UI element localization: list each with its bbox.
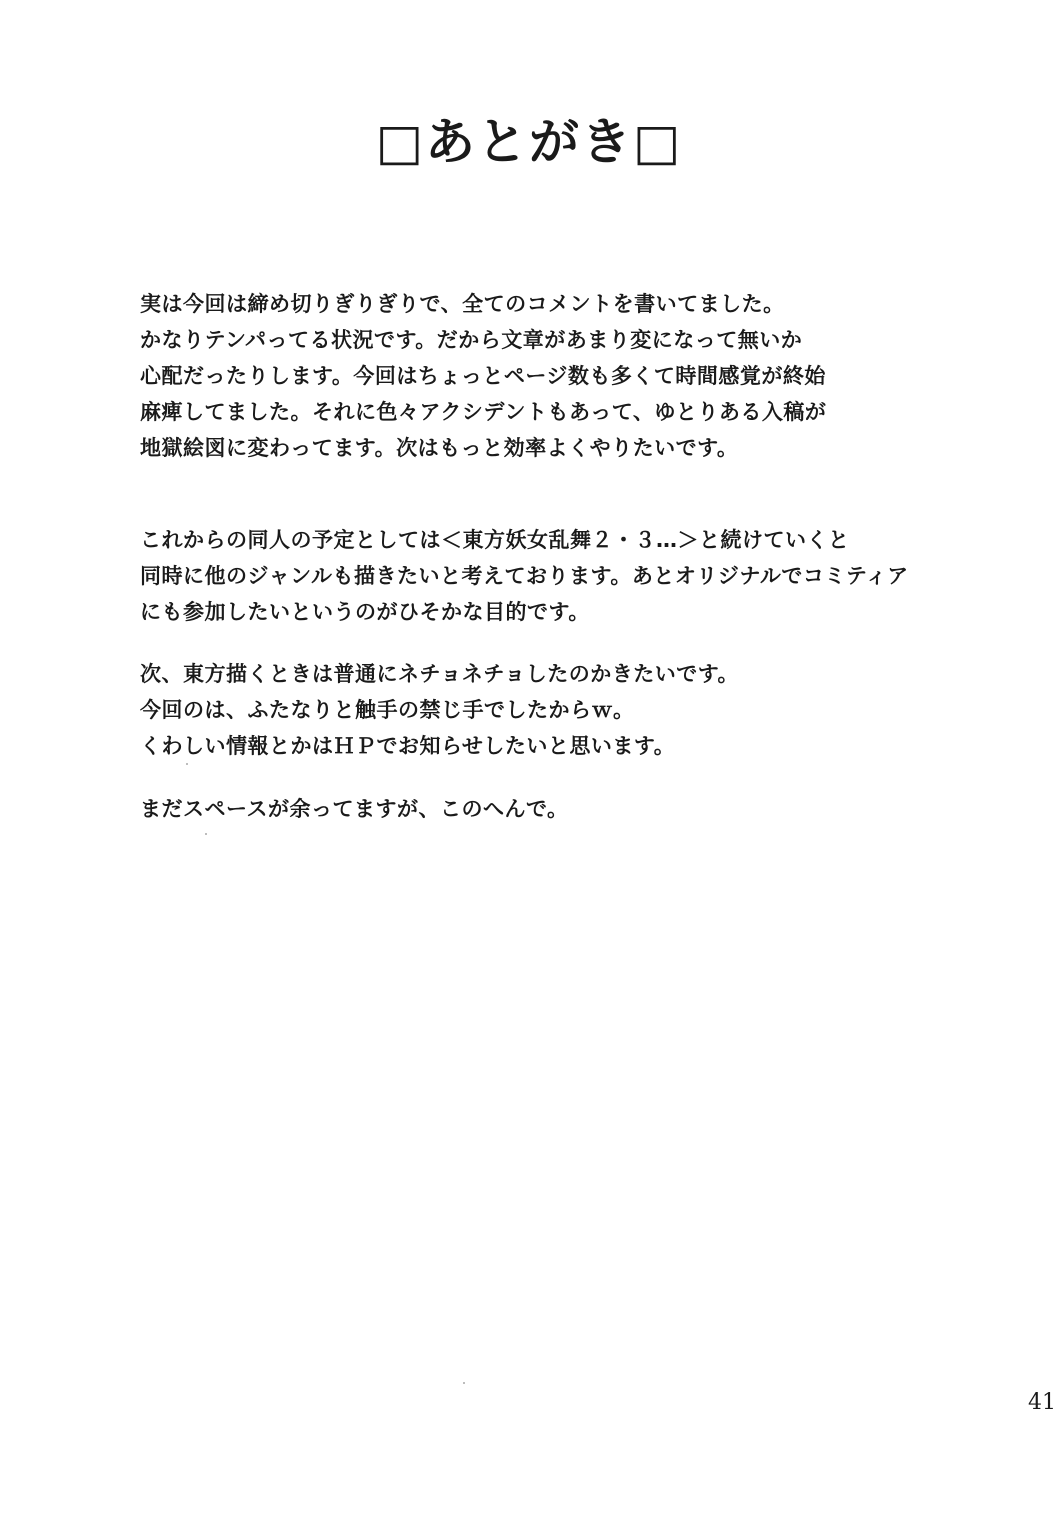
scan-speck <box>186 763 188 765</box>
paragraph-deadline <box>140 286 940 466</box>
scan-speck <box>205 833 207 835</box>
text-line: かなりテンパってる状況です。だから文章があまり変になって無いか <box>140 328 803 352</box>
page-title: □あとがき□ <box>375 113 683 171</box>
paragraph-future-plans <box>140 522 940 630</box>
text-line: 実は今回は締め切りぎりぎりで、全てのコメントを書いてました。 <box>140 292 785 316</box>
text-line: 同時に他のジャンルも描きたいと考えております。あとオリジナルでコミティア <box>140 564 909 588</box>
paragraph-closing <box>140 791 940 827</box>
paragraph-next-time <box>140 656 940 764</box>
text-line: 心配だったりします。今回はちょっとページ数も多くて時間感覚が終始 <box>140 364 826 388</box>
text-line: 地獄絵図に変わってます。次はもっと効率よくやりたいです。 <box>140 436 739 460</box>
text-line: まだスペースが余ってますが、このへんで。 <box>140 797 569 821</box>
scan-speck <box>463 1382 465 1384</box>
page-number: 41 <box>1028 1390 1056 1415</box>
text-line: くわしい情報とかはＨＰでお知らせしたいと思います。 <box>140 734 676 758</box>
text-line: 今回のは、ふたなりと触手の禁じ手でしたからｗ。 <box>140 698 635 722</box>
text-line: 麻痺してました。それに色々アクシデントもあって、ゆとりある入稿が <box>140 400 827 424</box>
text-line: 次、東方描くときは普通にネチョネチョしたのかきたいです。 <box>140 662 740 686</box>
text-line: にも参加したいというのがひそかな目的です。 <box>140 600 590 624</box>
text-line: これからの同人の予定としては＜東方妖女乱舞２・３…＞と続けていくと <box>140 528 850 552</box>
